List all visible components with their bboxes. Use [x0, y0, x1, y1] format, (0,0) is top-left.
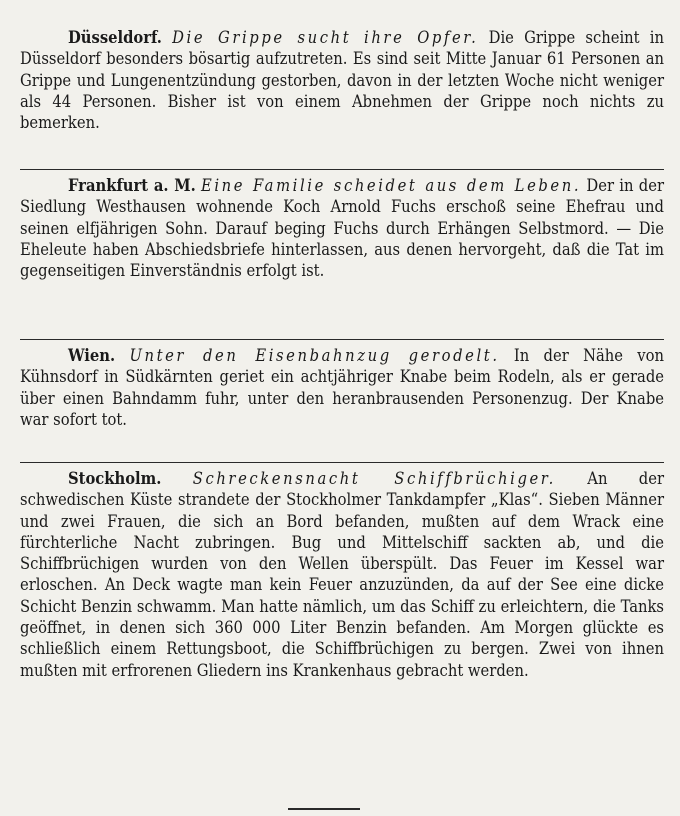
article-divider — [20, 169, 664, 170]
article-headline: Unter den Eisenbahnzug gerodelt. — [129, 346, 500, 365]
article-stockholm — [20, 468, 664, 681]
article-body: Die Grippe scheint in Düsseldorf besonders bösartig aufzutreten. Es sind seit Mitte Januar 61 Personen an Grippe und Lungenentzündung gestorben, davon in der letzten Woche nicht weniger als 44 Personen. Bisher ist von einem Abnehmen der Grippe noch nichts zu bemerken. — [20, 28, 665, 133]
article-wien — [20, 345, 664, 430]
article-headline: Eine Familie scheidet aus dem Leben. — [200, 176, 582, 195]
article-frankfurt — [20, 175, 664, 281]
article-headline: Schreckensnacht Schiffbrüchiger. — [192, 469, 556, 488]
article-duesseldorf — [20, 27, 664, 133]
article-paragraph — [20, 27, 664, 133]
end-rule — [288, 808, 360, 810]
article-dateline: Wien. — [68, 346, 116, 365]
article-dateline: Düsseldorf. — [68, 28, 162, 47]
article-divider — [20, 462, 664, 463]
article-body: In der Nähe von Kühnsdorf in Südkärnten geriet ein achtjähriger Knabe beim Rodeln, als er gerade über einen Bahndamm fuhr, unter den heranbrausenden Personenzug. Der Knabe war sofort tot. — [20, 346, 664, 429]
article-dateline: Stockholm. — [68, 469, 162, 488]
article-paragraph — [20, 175, 664, 281]
article-divider — [20, 339, 664, 340]
article-dateline: Frankfurt a. M. — [68, 176, 196, 195]
article-body: Der in der Siedlung Westhausen wohnende Koch Arnold Fuchs erschoß seine Ehefrau und seinen elfjährigen Sohn. Darauf beging Fuchs durch Erhängen Selbstmord. — Die Eheleute haben Abschiedsbriefe hinterlassen, aus denen hervorgeht, daß die Tat im gegenseitigen Einverständnis erfolgt ist. — [20, 176, 665, 281]
article-paragraph — [20, 345, 664, 430]
article-headline: Die Grippe sucht ihre Opfer. — [172, 28, 479, 47]
article-body: An der schwedischen Küste strandete der Stockholmer Tankdampfer „Klas“. Sieben Männer und zwei Frauen, die sich an Bord befanden, mußten auf dem Wrack eine fürchterliche Nacht zubringen. Bug und Mittelschiff sackten ab, und die Schiffbrüchigen wurden von den Wellen überspült. Das Feuer im Kessel war erloschen. An Deck wagte man kein Feuer anzuzünden, da auf der See eine dicke Schicht Benzin schwamm. Man hatte nämlich, um das Schiff zu erleichtern, die Tanks geöffnet, in denen sich 360 000 Liter Benzin befanden. Am Morgen glückte es schließlich einem Rettungsboot, die Schiffbrüchigen zu bergen. Zwei von ihnen mußten mit erfrorenen Gliedern ins Krankenhaus gebracht werden. — [20, 469, 665, 680]
article-paragraph — [20, 468, 664, 681]
